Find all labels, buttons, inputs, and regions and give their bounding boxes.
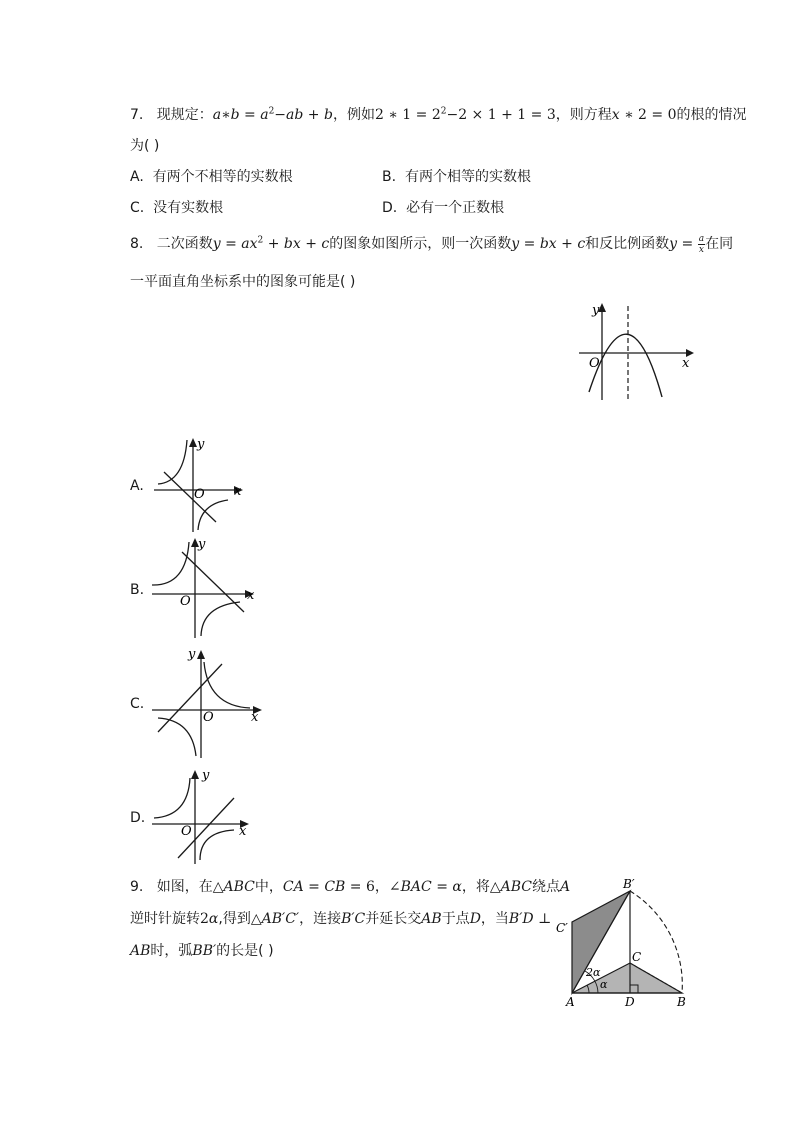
q8-option-d-graph[interactable] <box>150 766 256 866</box>
svg-text:O: O <box>180 594 191 609</box>
label-Cprime: C′ <box>556 921 568 935</box>
axis-x-label: x <box>682 356 690 371</box>
q8-line-2: 一平面直角坐标系中的图象可能是( ) <box>130 274 356 290</box>
q8-option-b-label[interactable]: B. <box>130 582 145 598</box>
q8-number: 8. <box>130 236 144 252</box>
label-alpha: α <box>600 978 608 991</box>
q8-option-a-graph[interactable] <box>150 434 250 534</box>
label-Bprime: B′ <box>623 877 635 891</box>
svg-text:y: y <box>198 537 206 552</box>
svg-text:y: y <box>188 647 196 662</box>
q8-parabola-figure <box>574 300 698 404</box>
svg-text:y: y <box>202 768 210 783</box>
q9-line-2: 逆时针旋转2α,得到△AB′C′，连接B′C并延长交AB于点D，当B′D ⊥ <box>130 911 552 927</box>
q7-option-b[interactable]: B. 有两个相等的实数根 <box>382 169 531 185</box>
label-C: C <box>632 950 642 964</box>
svg-text:x: x <box>247 588 255 603</box>
q7-number: 7. <box>130 107 144 123</box>
svg-text:O: O <box>181 824 192 839</box>
q7-line-2: 为( ) <box>130 138 160 154</box>
label-2alpha: 2α <box>586 966 601 979</box>
svg-text:x: x <box>251 710 259 725</box>
q7-line-1: 7. 现规定：a∗b = $a^2-ab + b$，例如2 ∗ $1 = 2^2-2 \times 1 + 1 = 3$，则方程x ∗ 2 = 0的根的情况 <box>130 106 747 123</box>
label-D: D <box>625 995 635 1009</box>
q7-option-d[interactable]: D. 必有一个正数根 <box>382 200 505 216</box>
svg-text:y: y <box>197 437 205 452</box>
q7-definition: a <box>212 107 222 123</box>
q9-line-3: AB时，弧BB′的长是( ) <box>130 943 274 959</box>
q8-option-c-graph[interactable] <box>150 644 266 760</box>
svg-text:x: x <box>234 484 242 499</box>
q7-option-a[interactable]: A. 有两个不相等的实数根 <box>130 169 293 185</box>
q8-line-1: 8. 二次函数$y = ax^2$ + bx + c的图象如图所示，则一次函数y = bx + c和反比例函数y = $\frac{a}{x}$ 在同 <box>130 233 734 255</box>
svg-text:x: x <box>239 824 247 839</box>
q8-option-c-label[interactable]: C. <box>130 696 145 712</box>
q9-line-1: 9. 如图，在△ABC中，CA = CB = 6，∠BAC = α，将△ABC绕点A <box>130 879 571 895</box>
q7-option-c[interactable]: C. 没有实数根 <box>130 200 224 216</box>
q8-option-d-label[interactable]: D. <box>130 810 146 826</box>
svg-text:O: O <box>194 487 205 502</box>
svg-text:O: O <box>203 710 214 725</box>
q7-text: 现规定： <box>156 107 213 123</box>
label-A: A <box>566 995 575 1009</box>
label-B: B <box>677 995 686 1009</box>
q9-number: 9. <box>130 879 144 895</box>
origin-label: O <box>589 356 600 371</box>
q8-option-b-graph[interactable] <box>150 536 260 640</box>
q9-rotation-figure <box>552 876 700 1016</box>
q8-option-a-label[interactable]: A. <box>130 478 144 494</box>
axis-y-label: y <box>592 303 600 318</box>
